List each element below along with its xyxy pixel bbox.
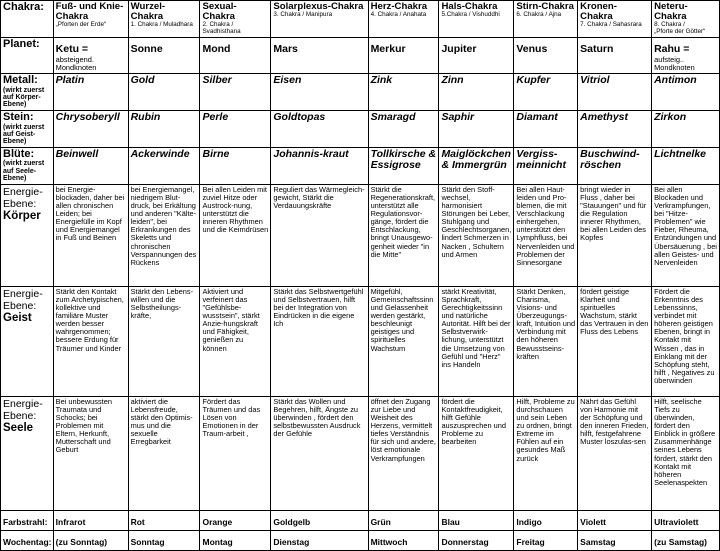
- stein-cell: [439, 110, 514, 147]
- seele-text: Hilft, Probleme zu durchschauen und sein Leben zu ordnen, bringt Extreme im Fühlen auf ein gesundes Maß zurück: [516, 396, 575, 463]
- bluete-value: Tollkirsche & Essigrose: [370, 147, 437, 171]
- farbstrahl-value: Goldgelb: [273, 516, 311, 527]
- planet-cell: [368, 37, 439, 73]
- wochentag-value: Freitag: [516, 536, 545, 547]
- seele-text: Stärkt das Wollen und Begehren, hilft, Ängste zu überwinden , fördert den selbstbewussten Ausdruck der Gefühle: [273, 396, 361, 439]
- metall-cell: [652, 73, 720, 110]
- planet-value: Mars: [273, 42, 298, 55]
- wochentag-value: (zu Samstag): [654, 536, 707, 547]
- stein-value: Rubin: [130, 110, 161, 123]
- bluete-cell: [128, 147, 200, 184]
- seele-text: Fördert das Träumen und das Lösen von Emotionen in der Traum-arbeit ,: [202, 396, 261, 439]
- planet-note: absteigend. Mondknoten: [55, 55, 97, 72]
- bluete-cell: [578, 147, 652, 184]
- row-label-geist: Energie- Ebene: Geist: [1, 286, 54, 396]
- geist-text: fördert geistige Klarheit und spirituelles Wachstum, stärkt das Vertrauen in den Fluss des Lebens: [580, 286, 649, 337]
- koerper-cell: [578, 184, 652, 286]
- header-cell: [578, 1, 652, 38]
- bluete-value: Vergiss-meinnicht: [516, 147, 566, 171]
- seele-cell: [578, 396, 652, 510]
- bluete-cell: [439, 147, 514, 184]
- farbe-cell: [128, 510, 200, 530]
- header-cell: [652, 1, 720, 38]
- geist-cell: [53, 286, 128, 396]
- koerper-text: Stärkt die Regenerationskraft, unterstützt alle Regulationsvor-gänge, fördert die Entschlackung, bringt Unausgewo-genheit wieder "in die Mitte": [370, 184, 436, 259]
- header-cell: [200, 1, 271, 38]
- metall-value: Silber: [202, 73, 232, 86]
- planet-note: aufsteig.. Mondknoten: [654, 55, 695, 72]
- chakra-number: 3. Chakra / Manipura: [273, 11, 333, 19]
- header-cell: [128, 1, 200, 38]
- planet-value: Saturn: [580, 42, 614, 55]
- seele-row: [1, 396, 720, 510]
- row-label-bluete: Blüte: (wirkt zuerst auf Seele-Ebene): [1, 147, 54, 184]
- geist-cell: [128, 286, 200, 396]
- bluete-value: Beinwell: [55, 147, 99, 160]
- metall-value: Antimon: [654, 73, 697, 86]
- planet-cell: [200, 37, 271, 73]
- chakra-number: 5.Chakra / Vishuddhi: [441, 11, 500, 19]
- bluete-row: [1, 147, 720, 184]
- wochentag-value: Donnerstag: [441, 536, 489, 547]
- bluete-cell: [271, 147, 368, 184]
- tag-cell: [514, 530, 578, 550]
- chakra-subtitle: „Pforte der Götter“: [654, 28, 706, 36]
- farbe-cell: [514, 510, 578, 530]
- wochentag-value: Mittwoch: [370, 536, 408, 547]
- planet-cell: [53, 37, 128, 73]
- row-label-stein: Stein: (wirkt zuerst auf Geist-Ebene): [1, 110, 54, 147]
- bluete-cell: [368, 147, 439, 184]
- koerper-text: Bei allen Leiden mit zuviel Hitze oder Austrock-nung, unterstützt die inneren Rhythmen und die Keimdrüsen: [202, 184, 269, 235]
- koerper-cell: [514, 184, 578, 286]
- bluete-value: Maiglöckchen & Immergrün: [441, 147, 511, 171]
- stein-value: Smaragd: [370, 110, 416, 123]
- seele-cell: [439, 396, 514, 510]
- metall-cell: [368, 73, 439, 110]
- row-label-wochentag: Wochentag:: [1, 530, 54, 550]
- seele-cell: [368, 396, 439, 510]
- header-cell: [53, 1, 128, 38]
- metall-cell: [514, 73, 578, 110]
- chakra-number: 4. Chakra / Anahata: [370, 11, 427, 19]
- chakra-number: 8. Chakra /: [654, 21, 685, 29]
- chakra-name: Kronen-Chakra: [580, 1, 617, 23]
- chakra-number: 1. Chakra / Muladhara: [130, 21, 193, 29]
- chakra-number: 6. Chakra / Ajna: [516, 11, 562, 19]
- stein-cell: [368, 110, 439, 147]
- metall-value: Kupfer: [516, 73, 551, 86]
- farbe-cell: [200, 510, 271, 530]
- koerper-text: Stärkt den Stoff-wechsel, harmonisiert Störungen bei Leber, Stuhlgang und Geschlechtsorganen, lindert Schmerzen in Nacken , Schultern und Armen: [441, 184, 512, 259]
- seele-cell: [271, 396, 368, 510]
- row-label-planet: Planet:: [1, 37, 54, 73]
- chakra-name: Sexual-Chakra: [202, 1, 237, 23]
- farbe-cell: [53, 510, 128, 530]
- metall-value: Gold: [130, 73, 155, 86]
- koerper-cell: [53, 184, 128, 286]
- wochentag-value: (zu Sonntag): [55, 536, 108, 547]
- tag-cell: [53, 530, 128, 550]
- koerper-row: [1, 184, 720, 286]
- koerper-text: Bei allen Haut-leiden und Pro-blemen, die mit Verschlackung einhergehen, unterstützt den Lymphfluss, bei Nervenleiden und Problemen der Sinnesorgane: [516, 184, 575, 267]
- tag-cell: [652, 530, 720, 550]
- planet-value: Venus: [516, 42, 548, 55]
- farbstrahl-value: Blau: [441, 516, 460, 527]
- koerper-cell: [439, 184, 514, 286]
- stein-cell: [271, 110, 368, 147]
- geist-text: Aktiviert und verfeinert das "Gefühlsbe-wusstsein", stärkt Anzie-hungskraft und Fähigkeit, genießen zu können: [202, 286, 260, 353]
- header-cell: [368, 1, 439, 38]
- farbstrahl-row: [1, 510, 720, 530]
- farbstrahl-value: Infrarot: [55, 516, 86, 527]
- wochentag-row: [1, 530, 720, 550]
- koerper-cell: [128, 184, 200, 286]
- chakra-name: Wurzel-Chakra: [130, 1, 166, 23]
- stein-cell: [53, 110, 128, 147]
- farbe-cell: [439, 510, 514, 530]
- planet-cell: [514, 37, 578, 73]
- tag-cell: [578, 530, 652, 550]
- koerper-cell: [200, 184, 271, 286]
- farbstrahl-value: Grün: [370, 516, 391, 527]
- stein-value: Perle: [202, 110, 229, 123]
- chakra-number: 2. Chakra / Svadhisthana: [202, 21, 241, 36]
- chakra-name: Fuß- und Knie-Chakra: [55, 1, 124, 23]
- metall-cell: [128, 73, 200, 110]
- farbe-cell: [368, 510, 439, 530]
- chakra-name: Stirn-Chakra: [516, 1, 574, 12]
- bluete-value: Birne: [202, 147, 230, 160]
- metall-value: Eisen: [273, 73, 302, 86]
- planet-row: [1, 37, 720, 73]
- geist-text: Mitgefühl, Gemeinschaftssinn und Gelassenheit werden gestärkt, beschleunigt geistiges und spirituelles Wachstum: [370, 286, 434, 353]
- geist-text: Fördert die Erkenntnis des Lebenssinns, verbindet mit höheren geistigen Ebenen, bringt in Kontakt mit Wissen , das in Einklang mit der Schöpfung steht, hilft , Negatives zu überwinden: [654, 286, 715, 386]
- row-label-metall: Metall: (wirkt zuerst auf Körper-Ebene): [1, 73, 54, 110]
- stein-cell: [200, 110, 271, 147]
- row-label-koerper: Energie- Ebene: Körper: [1, 184, 54, 286]
- koerper-text: Reguliert das Wärmegleich-gewicht, Stärkt die Verdauungskräfte: [273, 184, 365, 210]
- tag-cell: [271, 530, 368, 550]
- stein-value: Zirkon: [654, 110, 687, 123]
- geist-cell: [514, 286, 578, 396]
- row-label-seele: Energie- Ebene: Seele: [1, 396, 54, 510]
- farbe-cell: [652, 510, 720, 530]
- planet-cell: [128, 37, 200, 73]
- chakra-subtitle: „Pforten der Erde“: [55, 21, 107, 29]
- seele-cell: [514, 396, 578, 510]
- planet-cell: [439, 37, 514, 73]
- metall-value: Zinn: [441, 73, 464, 86]
- stein-cell: [514, 110, 578, 147]
- geist-cell: [271, 286, 368, 396]
- stein-value: Amethyst: [580, 110, 629, 123]
- farbstrahl-value: Ultraviolett: [654, 516, 699, 527]
- planet-value: Rahu =: [654, 42, 690, 55]
- geist-text: Stärkt Denken, Charisma, Visions- und Überzeugungs-kraft, Intuition und Verbindung mit den höheren Bewusstseins-kräften: [516, 286, 576, 361]
- seele-cell: [652, 396, 720, 510]
- planet-value: Sonne: [130, 42, 163, 55]
- tag-cell: [200, 530, 271, 550]
- metall-value: Platin: [55, 73, 85, 86]
- chakra-name: Solarplexus-Chakra: [273, 1, 364, 12]
- metall-cell: [578, 73, 652, 110]
- wochentag-value: Montag: [202, 536, 233, 547]
- farbstrahl-value: Orange: [202, 516, 233, 527]
- row-label-chakra: Chakra:: [1, 1, 54, 38]
- koerper-text: bei Energie-blockaden, daher bei allen chronischen Leiden; bei Energiefülle im Kopf und Energiemangel in Fuß und Beinen: [55, 184, 125, 243]
- metall-cell: [200, 73, 271, 110]
- planet-value: Ketu =: [55, 42, 89, 55]
- wochentag-value: Sonntag: [130, 536, 165, 547]
- seele-text: Nährt das Gefühl von Harmonie mit der Schöpfung und den inneren Frieden, hilft, festgefahrene Muster loszulas-sen: [580, 396, 649, 447]
- planet-cell: [652, 37, 720, 73]
- wochentag-value: Dienstag: [273, 536, 310, 547]
- stein-value: Chrysoberyll: [55, 110, 120, 123]
- header-cell: [271, 1, 368, 38]
- tag-cell: [439, 530, 514, 550]
- header-row: [1, 1, 720, 38]
- farbstrahl-value: Rot: [130, 516, 145, 527]
- metall-row: [1, 73, 720, 110]
- farbstrahl-value: Indigo: [516, 516, 542, 527]
- metall-cell: [439, 73, 514, 110]
- planet-value: Jupiter: [441, 42, 477, 55]
- bluete-cell: [652, 147, 720, 184]
- header-cell: [439, 1, 514, 38]
- chakra-name: Hals-Chakra: [441, 1, 498, 12]
- planet-value: Mond: [202, 42, 231, 55]
- bluete-cell: [53, 147, 128, 184]
- seele-cell: [200, 396, 271, 510]
- koerper-text: bringt wieder in Fluss , daher bei "Stauungen" und für die Regulation innerer Rhythmen, bei allen Leiden des Kopfes: [580, 184, 647, 243]
- geist-text: stärkt Kreativität, Sprachkraft, Gerechtigkeitssinn und natürliche Autorität. Hilft bei der Selbstverwirk-lichung, unterstützt die Umsetzung von Gefühl und "Herz" ins Handeln: [441, 286, 511, 369]
- stein-value: Goldtopas: [273, 110, 326, 123]
- bluete-value: Johannis-kraut: [273, 147, 349, 160]
- stein-cell: [128, 110, 200, 147]
- geist-text: Stärkt das Selbstwertgefühl und Selbstvertrauen, hilft bei der Integration von Eindrücken in die eigene Ich: [273, 286, 364, 329]
- geist-cell: [652, 286, 720, 396]
- seele-cell: [128, 396, 200, 510]
- metall-value: Vitriol: [580, 73, 610, 86]
- planet-cell: [271, 37, 368, 73]
- bluete-value: Ackerwinde: [130, 147, 190, 160]
- stein-value: Diamant: [516, 110, 558, 123]
- geist-cell: [439, 286, 514, 396]
- bluete-cell: [200, 147, 271, 184]
- seele-text: öffnet den Zugang zur Liebe und Weisheit des Herzens, vermittelt tiefes Verständnis für sich und andere, löst emotionale Verkrampfungen: [370, 396, 436, 463]
- geist-row: [1, 286, 720, 396]
- bluete-value: Lichtnelke: [654, 147, 707, 160]
- tag-cell: [368, 530, 439, 550]
- row-label-farbstrahl: Farbstrahl:: [1, 510, 54, 530]
- planet-cell: [578, 37, 652, 73]
- farbe-cell: [578, 510, 652, 530]
- stein-row: [1, 110, 720, 147]
- seele-text: Bei unbewussten Traumata und Schocks; bei Problemen mit Eltern, Herkunft, Mutterschaft und Geburt: [55, 396, 112, 455]
- header-cell: [514, 1, 578, 38]
- metall-cell: [53, 73, 128, 110]
- koerper-text: bei Energiemangel, niedrigem Blut-druck, bei Erkältung und anderen "Kälte-leiden", bei Erkrankungen des Skeletts und chronischen Verspannungen des Rückens: [130, 184, 197, 267]
- geist-text: Stärkt den Lebens-willen und die Selbstheilungs-kräfte,: [130, 286, 194, 320]
- planet-value: Merkur: [370, 42, 406, 55]
- seele-text: Hilft, seelische Tiefs zu überwinden, fördert den Einblick in größere Zusammenhänge seines Lebens fördert, stärkt den Kontakt mit höheren Seelenaspekten: [654, 396, 716, 487]
- chakra-number: 7. Chakra / Sahasrara: [580, 21, 642, 29]
- chakra-name: Herz-Chakra: [370, 1, 428, 12]
- stein-value: Saphir: [441, 110, 475, 123]
- farbe-cell: [271, 510, 368, 530]
- geist-cell: [200, 286, 271, 396]
- koerper-cell: [368, 184, 439, 286]
- metall-value: Zink: [370, 73, 393, 86]
- bluete-value: Buschwind-röschen: [580, 147, 640, 171]
- farbstrahl-value: Violett: [580, 516, 606, 527]
- geist-text: Stärkt den Kontakt zum Archetypischen, kollektive und familiäre Muster werden besser wahrgenommen; bessere Erdung für Träumer und Kinder: [55, 286, 124, 353]
- koerper-cell: [652, 184, 720, 286]
- geist-cell: [578, 286, 652, 396]
- geist-cell: [368, 286, 439, 396]
- stein-cell: [578, 110, 652, 147]
- chakra-name: Neteru-Chakra: [654, 1, 688, 23]
- seele-text: fördert die Kontaktfreudigkeit, hilft Gefühle auszusprechen und Probleme zu bearbeiten: [441, 396, 506, 447]
- seele-cell: [53, 396, 128, 510]
- koerper-text: Bei allen Blockaden und Verkrampfungen, bei "Hitze-Problemen" wie Fieber, Rheuma, Entzündungen und Übersäuerung , bei allen Geistes- und Nervenleiden: [654, 184, 717, 267]
- koerper-cell: [271, 184, 368, 286]
- seele-text: aktiviert die Lebensfreude, stärkt den Optimis-mus und die sexuelle Erregbarkeit: [130, 396, 193, 447]
- stein-cell: [652, 110, 720, 147]
- metall-cell: [271, 73, 368, 110]
- wochentag-value: Samstag: [580, 536, 616, 547]
- tag-cell: [128, 530, 200, 550]
- bluete-cell: [514, 147, 578, 184]
